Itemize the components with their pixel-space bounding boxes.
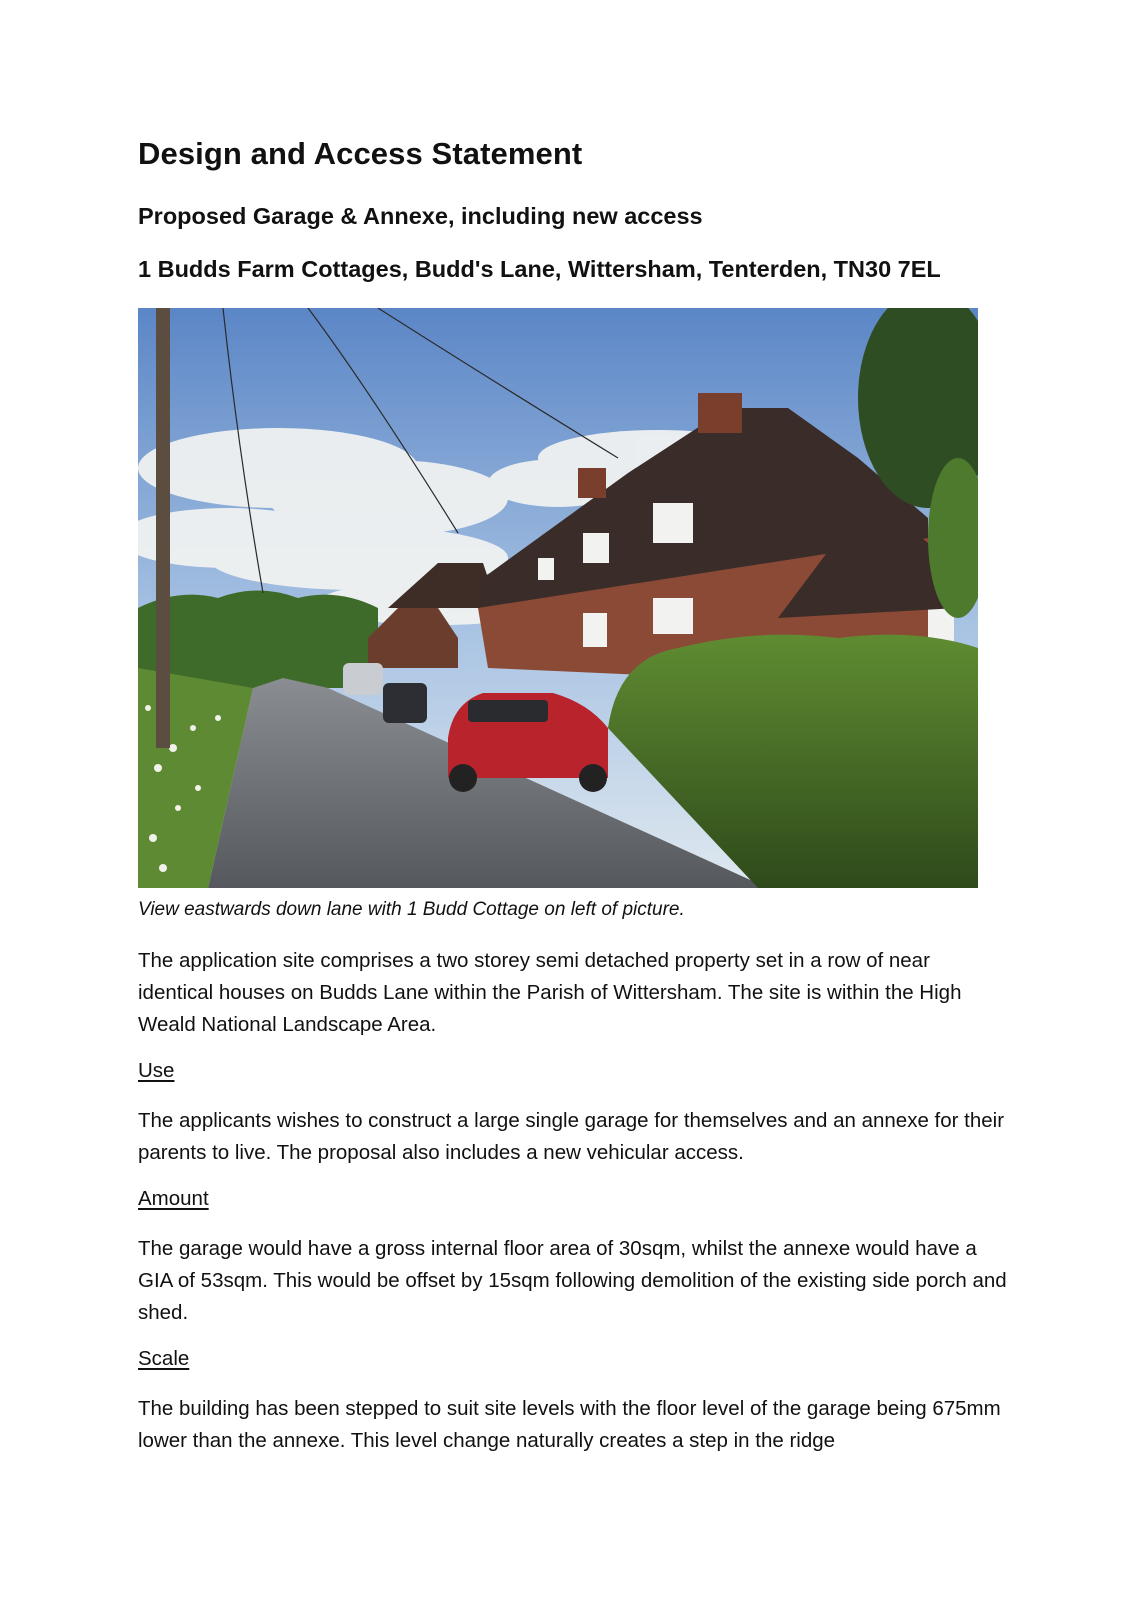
photo-caption: View eastwards down lane with 1 Budd Cottage on left of picture.	[138, 899, 685, 920]
section-heading-amount: Amount	[138, 1187, 209, 1210]
document-subtitle: Proposed Garage & Annexe, including new access	[138, 203, 703, 229]
site-address: 1 Budds Farm Cottages, Budd's Lane, Wittersham, Tenterden, TN30 7EL	[138, 256, 941, 282]
section-text-scale: The building has been stepped to suit site levels with the floor level of the garage being 675mm lower than the annexe. This level change naturally creates a step in the ridge	[138, 1397, 1001, 1452]
intro-paragraph: The application site comprises a two storey semi detached property set in a row of near identical houses on Budds Lane within the Parish of Wittersham. The site is within the High Weald National Landscape Area.	[138, 949, 962, 1036]
document-title: Design and Access Statement	[138, 136, 583, 171]
section-heading-use: Use	[138, 1059, 175, 1082]
site-photo	[138, 308, 978, 888]
section-text-amount: The garage would have a gross internal floor area of 30sqm, whilst the annexe would have a GIA of 53sqm. This would be offset by 15sqm following demolition of the existing side porch and shed.	[138, 1237, 1007, 1324]
section-text-use: The applicants wishes to construct a large single garage for themselves and an annexe for their parents to live. The proposal also includes a new vehicular access.	[138, 1109, 1005, 1164]
section-heading-scale: Scale	[138, 1347, 190, 1370]
